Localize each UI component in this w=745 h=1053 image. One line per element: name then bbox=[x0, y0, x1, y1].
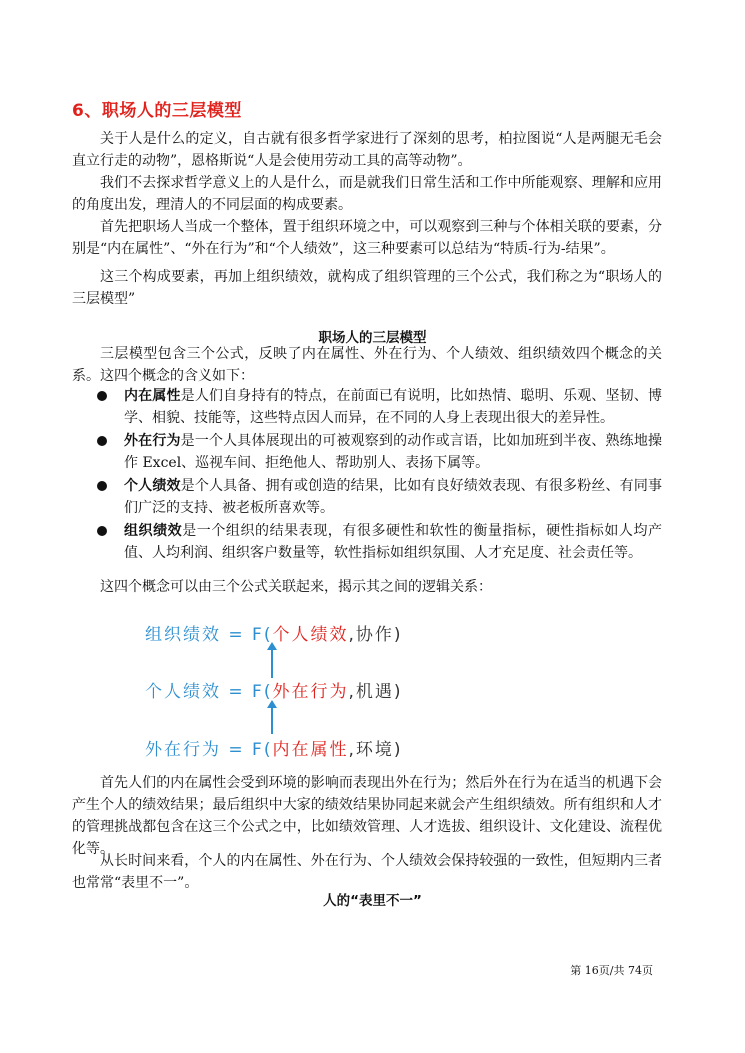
concept-description: 是个人具备、拥有或创造的结果，比如有良好绩效表现、有很多粉丝、有同事们广泛的支持、被老板所喜欢等。 bbox=[124, 478, 663, 516]
page-number: 第 16页/共 74页 bbox=[570, 964, 653, 977]
formula-close: ) bbox=[393, 625, 403, 645]
concept-description: 是人们自身持有的特点，在前面已有说明，比如热情、聪明、乐观、坚韧、博学、相貌、技能等，这些特点因人而异，在不同的人身上表现出很大的差异性。 bbox=[124, 388, 663, 426]
formula-input-primary: 外在行为 bbox=[272, 682, 349, 702]
section-heading: 6、职场人的三层模型 bbox=[72, 101, 242, 121]
formula-close: ) bbox=[393, 682, 403, 702]
formula-input-secondary: 环境 bbox=[355, 740, 394, 760]
formula-close: ) bbox=[393, 740, 403, 760]
closing-subtitle: 人的“表里不一” bbox=[323, 893, 422, 909]
concept-term: 个人绩效 bbox=[124, 478, 181, 494]
bullet-icon bbox=[97, 526, 107, 536]
formula-separator: , bbox=[348, 682, 356, 702]
formula-individual bbox=[145, 677, 403, 702]
formula-input-secondary: 机遇 bbox=[355, 682, 394, 702]
concept-term: 外在行为 bbox=[124, 433, 181, 449]
explanation-paragraph-1: 首先人们的内在属性会受到环境的影响而表现出外在行为；然后外在行为在适当的机遇下会产生个人的绩效结果；最后组织中大家的绩效结果协同起来就会产生组织绩效。所有组织和人才的管理挑战都包含在这三个公式之中，比如绩效管理、人才选拔、组织设计、文化建设、流程优化等。 bbox=[72, 775, 662, 857]
formula-behavior bbox=[145, 735, 403, 760]
formula-intro-paragraph: 这四个概念可以由三个公式关联起来，揭示其之间的逻辑关系： bbox=[100, 579, 492, 595]
model-intro-paragraph: 三层模型包含三个公式，反映了内在属性、外在行为、个人绩效、组织绩效四个概念的关系。这四个概念的含义如下： bbox=[72, 346, 662, 384]
formula-output: 外在行为 bbox=[145, 740, 221, 760]
concept-term: 组织绩效 bbox=[124, 523, 183, 539]
bullet-icon bbox=[97, 436, 107, 446]
concept-term: 内在属性 bbox=[124, 388, 181, 404]
concept-item bbox=[72, 430, 662, 474]
formula-operator: = F( bbox=[221, 740, 273, 760]
formula-operator: = F( bbox=[221, 682, 273, 702]
intro-paragraph-2: 我们不去探求哲学意义上的人是什么，而是就我们日常生活和工作中所能观察、理解和应用的角度出发，理清人的不同层面的构成要素。 bbox=[72, 175, 662, 213]
formula-output: 组织绩效 bbox=[145, 625, 221, 645]
concept-description: 是一个组织的结果表现，有很多硬性和软性的衡量指标，硬性指标如人均产值、人均利润、组织客户数量等，软性指标如组织氛围、人才充足度、社会责任等。 bbox=[124, 523, 663, 561]
concept-item bbox=[72, 475, 662, 519]
intro-paragraph-4: 这三个构成要素，再加上组织绩效，就构成了组织管理的三个公式，我们称之为“职场人的三层模型” bbox=[72, 269, 662, 307]
three-layer-formula-diagram bbox=[145, 618, 565, 763]
intro-paragraph-3: 首先把职场人当成一个整体，置于组织环境之中，可以观察到三种与个体相关联的要素，分别是“内在属性”、“外在行为”和“个人绩效”，这三种要素可以总结为“特质-行为-结果”。 bbox=[72, 219, 662, 257]
model-title: 职场人的三层模型 bbox=[318, 330, 427, 346]
formula-input-secondary: 协作 bbox=[355, 625, 394, 645]
formula-operator: = F( bbox=[221, 625, 273, 645]
explanation-paragraph-2: 从长时间来看，个人的内在属性、外在行为、个人绩效会保持较强的一致性，但短期内三者也常常“表里不一”。 bbox=[72, 853, 662, 891]
formula-input-primary: 内在属性 bbox=[272, 740, 349, 760]
formula-separator: , bbox=[348, 740, 356, 760]
up-arrow-icon bbox=[271, 648, 273, 678]
formula-input-primary: 个人绩效 bbox=[272, 625, 349, 645]
concept-description: 是一个人具体展现出的可被观察到的动作或言语，比如加班到半夜、熟练地操作 Excel、巡视车间、拒绝他人、帮助别人、表扬下属等。 bbox=[124, 433, 663, 471]
bullet-icon bbox=[97, 391, 107, 401]
concept-item bbox=[72, 385, 662, 429]
concept-item bbox=[72, 520, 662, 564]
concept-list bbox=[72, 385, 662, 565]
bullet-icon bbox=[97, 481, 107, 491]
formula-output: 个人绩效 bbox=[145, 682, 221, 702]
intro-paragraph-1: 关于人是什么的定义，自古就有很多哲学家进行了深刻的思考，柏拉图说“人是两腿无毛会直立行走的动物”，恩格斯说“人是会使用劳动工具的高等动物”。 bbox=[72, 131, 662, 169]
formula-separator: , bbox=[348, 625, 356, 645]
up-arrow-icon bbox=[271, 706, 273, 734]
